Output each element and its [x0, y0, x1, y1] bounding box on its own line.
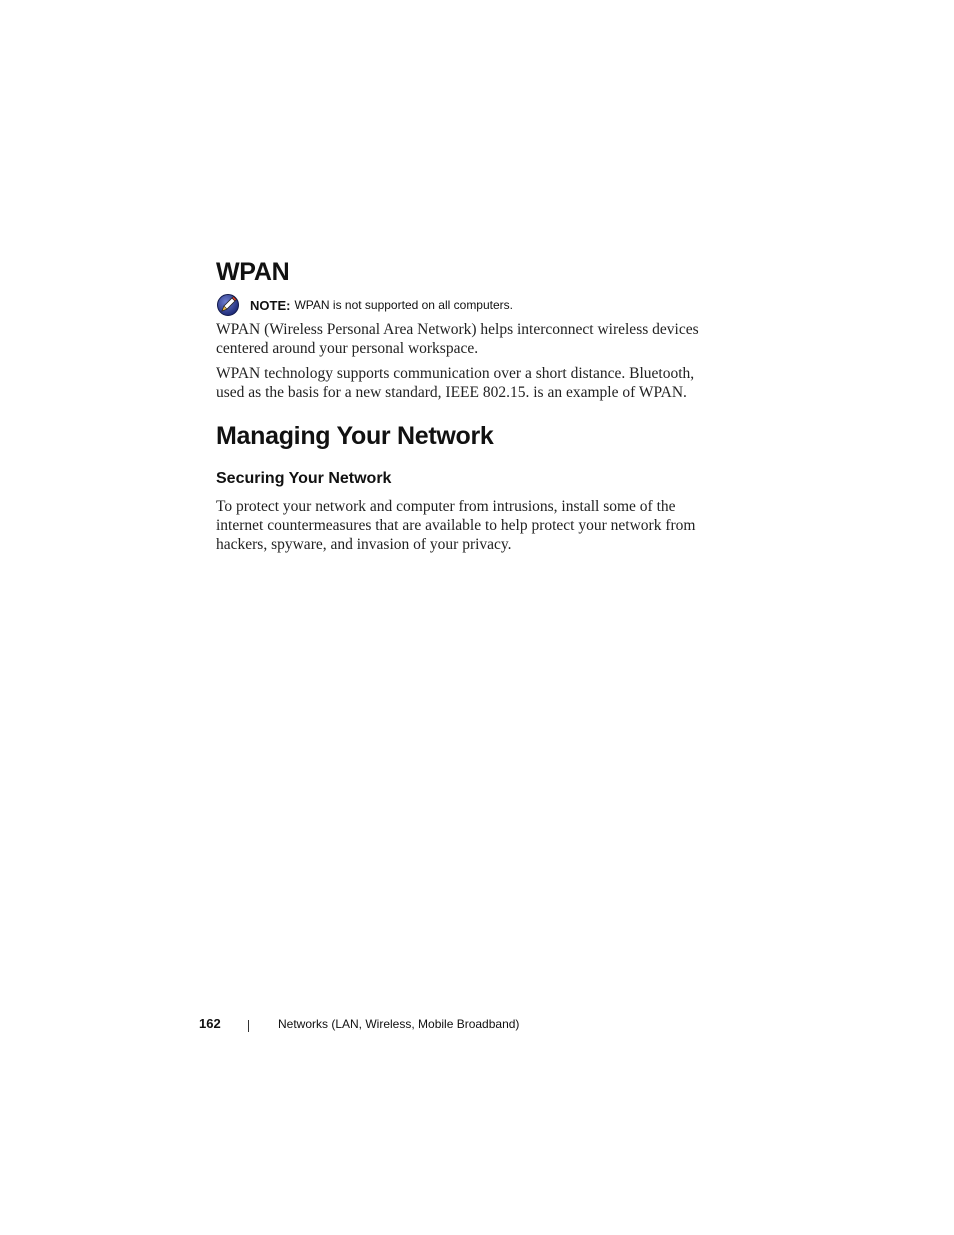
page-number: 162 [199, 1016, 221, 1031]
subheading-securing-network: Securing Your Network [216, 470, 392, 487]
note-callout [216, 293, 513, 317]
pencil-note-icon [216, 293, 241, 317]
wpan-paragraph-2: WPAN technology supports communication over a short distance. Bluetooth, used as the basis for a new standard, IEEE 802.15. is an example of WPAN. [216, 365, 695, 401]
note-label: NOTE: [250, 297, 291, 313]
section-heading-wpan: WPAN [216, 258, 290, 286]
wpan-paragraph-1: WPAN (Wireless Personal Area Network) helps interconnect wireless devices centered around your personal workspace. [216, 321, 699, 357]
page-footer [0, 1014, 954, 1036]
securing-paragraph: To protect your network and computer from intrusions, install some of the internet countermeasures that are available to help protect your network from hackers, spyware, and invasion of your privacy. [216, 498, 696, 553]
note-text: WPAN is not supported on all computers. [294, 298, 513, 312]
footer-separator [248, 1020, 249, 1032]
section-heading-managing-network: Managing Your Network [216, 422, 494, 450]
running-title: Networks (LAN, Wireless, Mobile Broadband) [278, 1017, 520, 1031]
